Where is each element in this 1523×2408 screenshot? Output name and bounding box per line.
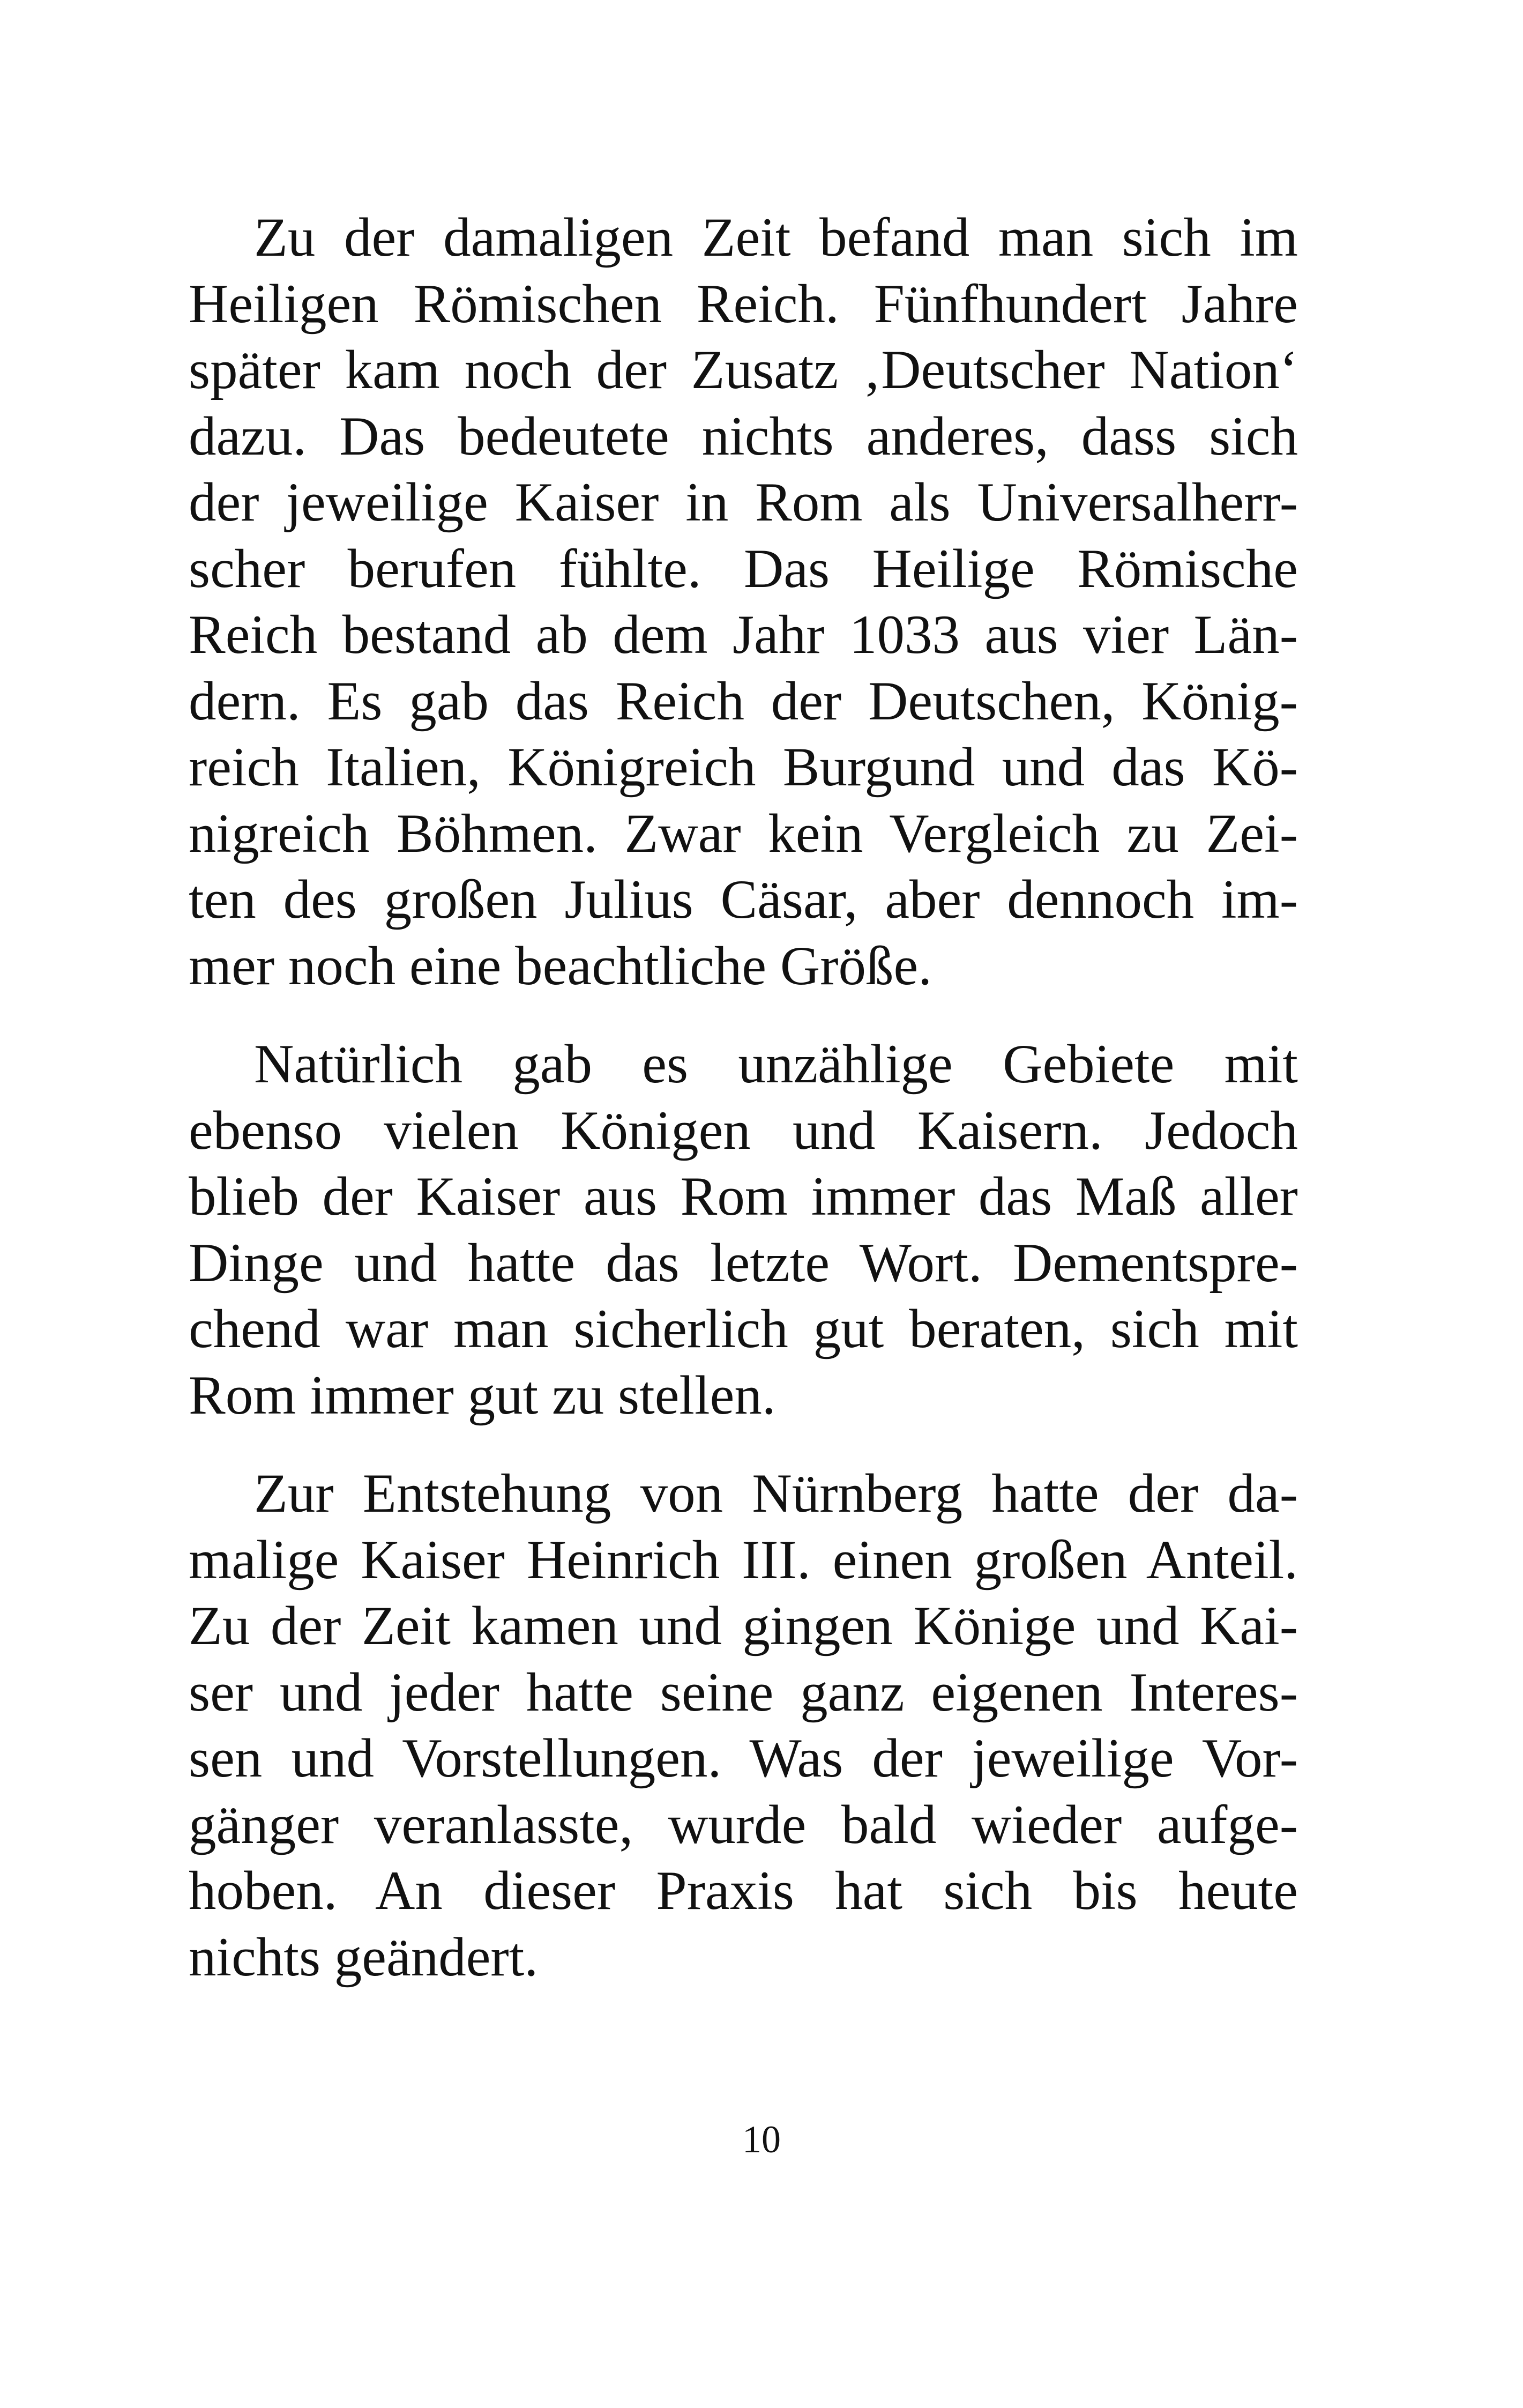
text-line: ser und jeder hatte seine ganz eigenen Interes- [189, 1661, 1298, 1723]
text-line: sen und Vorstellungen. Was der jeweilige Vor- [189, 1728, 1298, 1789]
paragraph-2 [189, 1031, 1298, 1429]
text-line: dazu. Das bedeutete nichts anderes, dass sich [189, 405, 1298, 467]
text-line: hoben. An dieser Praxis hat sich bis heute [189, 1860, 1298, 1921]
text-line: scher berufen fühlte. Das Heilige Römische [189, 538, 1298, 599]
text-line: ebenso vielen Königen und Kaisern. Jedoch [189, 1099, 1298, 1161]
text-line: nichts geändert. [189, 1926, 539, 1988]
text-line: später kam noch der Zusatz ‚Deutscher Nation‘ [189, 339, 1298, 400]
page-number: 10 [742, 2118, 781, 2161]
text-line: nigreich Böhmen. Zwar kein Vergleich zu Zei- [189, 802, 1298, 864]
paragraph-3 [189, 1461, 1298, 1990]
paragraph-1 [189, 205, 1298, 999]
text-line: Dinge und hatte das letzte Wort. Dementspre- [189, 1232, 1298, 1294]
text-line: mer noch eine beachtliche Größe. [189, 935, 932, 997]
text-line: Reich bestand ab dem Jahr 1033 aus vier Län- [189, 604, 1298, 665]
body-text [189, 205, 1298, 2023]
text-line: ten des großen Julius Cäsar, aber dennoch im- [189, 869, 1298, 930]
text-line: Zu der damaligen Zeit befand man sich im [254, 207, 1298, 268]
text-line: Heiligen Römischen Reich. Fünfhundert Jahre [189, 273, 1298, 335]
text-line: blieb der Kaiser aus Rom immer das Maß aller [189, 1166, 1298, 1227]
text-line: reich Italien, Königreich Burgund und das Kö- [189, 737, 1298, 798]
text-line: malige Kaiser Heinrich III. einen großen Anteil. [189, 1529, 1298, 1591]
text-line: chend war man sicherlich gut beraten, sich mit [189, 1298, 1298, 1359]
text-line: der jeweilige Kaiser in Rom als Universalherr- [189, 472, 1298, 533]
text-line: Rom immer gut zu stellen. [189, 1364, 776, 1426]
text-line: Natürlich gab es unzählige Gebiete mit [254, 1034, 1298, 1095]
text-line: Zu der Zeit kamen und gingen Könige und Kai- [189, 1595, 1298, 1656]
text-line: dern. Es gab das Reich der Deutschen, König- [189, 670, 1298, 732]
text-line: Zur Entstehung von Nürnberg hatte der da- [254, 1463, 1298, 1524]
text-line: gänger veranlasste, wurde bald wieder aufge- [189, 1794, 1298, 1855]
